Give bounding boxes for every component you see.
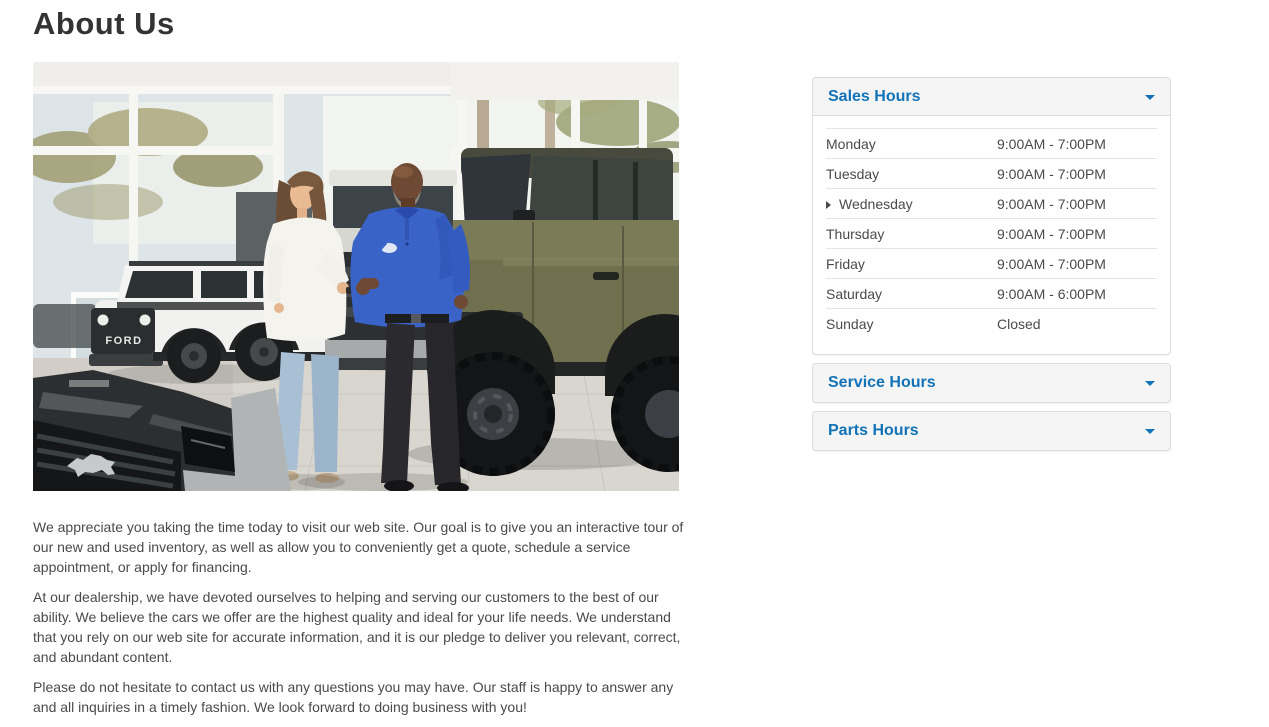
- day-label: Saturday: [826, 285, 883, 302]
- sales-hours-header[interactable]: [813, 78, 1170, 116]
- hours-value: 9:00AM - 7:00PM: [997, 165, 1106, 182]
- day-label: Sunday: [826, 315, 874, 332]
- service-hours-title: Service Hours: [828, 373, 936, 391]
- hours-value: 9:00AM - 7:00PM: [997, 255, 1106, 272]
- ford-grille: [91, 308, 155, 354]
- hours-row: [826, 159, 1157, 189]
- about-paragraph: We appreciate you taking the time today to visit our web site. Our goal is to give you an interactive tour of our new and used inventory, as well as allow you to conveniently get a quote, schedule a service appointment, or apply for financing.: [33, 519, 684, 575]
- hours-value: 9:00AM - 7:00PM: [997, 225, 1106, 242]
- main-content: [33, 0, 685, 715]
- dealership-photo-illustration: [33, 62, 679, 491]
- page-title: About Us: [33, 6, 175, 41]
- ford-grille-text: FORD: [105, 335, 143, 347]
- caret-down-icon: [1145, 95, 1155, 100]
- service-hours-header[interactable]: [813, 364, 1170, 402]
- about-paragraph: At our dealership, we have devoted ourselves to helping and serving our customers to the best of our ability. We believe the cars we offer are the highest quality and ideal for your life needs. We understand that you rely on our web site for accurate information, and it is our pledge to deliver you relevant, correct, and abundant content.: [33, 589, 681, 665]
- hours-sidebar: [812, 77, 1171, 459]
- distant-car: [33, 304, 97, 348]
- about-paragraph: Please do not hesitate to contact us with any questions you may have. Our staff is happy to answer any and all inquiries in a timely fashion. We look forward to doing business with you!: [33, 679, 674, 715]
- hours-row: [826, 309, 1157, 339]
- parts-hours-panel: [812, 411, 1171, 451]
- hours-value: Closed: [997, 315, 1041, 332]
- parts-hours-header[interactable]: [813, 412, 1170, 450]
- hours-value: 9:00AM - 7:00PM: [997, 195, 1106, 212]
- sales-hours-panel: [812, 77, 1171, 355]
- parts-hours-title: Parts Hours: [828, 421, 919, 439]
- day-label: Tuesday: [826, 165, 880, 182]
- hours-row: [826, 219, 1157, 249]
- about-text: [33, 517, 685, 727]
- hours-value: 9:00AM - 6:00PM: [997, 285, 1106, 302]
- service-hours-panel: [812, 363, 1171, 403]
- caret-down-icon: [1145, 429, 1155, 434]
- hours-value: 9:00AM - 7:00PM: [997, 135, 1106, 152]
- hours-row: [826, 129, 1157, 159]
- hours-row: [826, 249, 1157, 279]
- day-label: Thursday: [826, 225, 885, 242]
- sales-hours-title: Sales Hours: [828, 87, 921, 105]
- day-label: Wednesday: [839, 195, 913, 212]
- day-label: Friday: [826, 255, 865, 272]
- dealership-photo: [33, 62, 679, 491]
- caret-down-icon: [1145, 381, 1155, 386]
- sales-hours-table: [826, 128, 1157, 339]
- current-day-marker-icon: [826, 201, 831, 209]
- sales-hours-body: [813, 116, 1170, 354]
- day-label: Monday: [826, 135, 876, 152]
- hours-row: [826, 279, 1157, 309]
- hours-row-current: [826, 189, 1157, 219]
